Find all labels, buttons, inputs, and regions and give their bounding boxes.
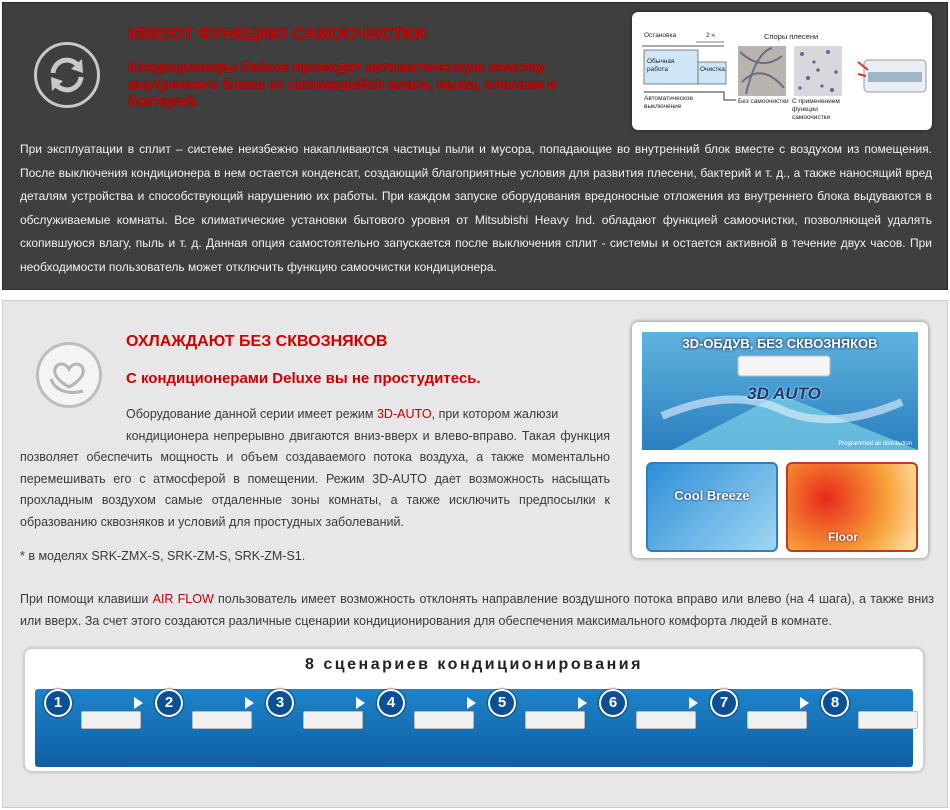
air-flow-highlight: AIR FLOW	[152, 592, 214, 606]
3d-airflow-top-image	[642, 332, 918, 450]
mode-3d-auto-highlight: 3D-AUTO	[376, 407, 432, 421]
banner-mode-label: 3D AUTO	[747, 384, 821, 403]
arrow-right-icon	[245, 697, 254, 709]
floor-tile	[786, 462, 918, 552]
scenario-number: 5	[488, 689, 516, 717]
arrow-right-icon	[800, 697, 809, 709]
arrow-right-icon	[578, 697, 587, 709]
scenario-item	[816, 689, 926, 767]
scenario-number: 4	[377, 689, 405, 717]
scenario-number: 6	[599, 689, 627, 717]
floor-label: Floor	[828, 530, 858, 544]
diagram-without-label: Без самоочистки	[738, 98, 789, 105]
ac-unit-icon	[303, 711, 363, 729]
scenarios-title: 8 сценариев кондиционирования	[305, 656, 643, 673]
diagram-duration-label: 2 ч	[706, 32, 715, 39]
diagram-auto-off-label: Автоматическое выключение	[644, 95, 694, 110]
scenario-number: 1	[44, 689, 72, 717]
air-flow-paragraph	[20, 589, 934, 632]
scenario-item	[705, 689, 815, 767]
diagram-clean-label: Очистка	[700, 66, 725, 73]
scenarios-box	[24, 648, 924, 772]
diagram-with-label: С применением функции самоочистки	[792, 98, 840, 121]
scenario-number: 2	[155, 689, 183, 717]
scenario-number: 3	[266, 689, 294, 717]
cool-breeze-label: Cool Breeze	[674, 488, 750, 503]
arrow-right-icon	[356, 697, 365, 709]
ac-unit-icon	[414, 711, 474, 729]
arrow-right-icon	[689, 697, 698, 709]
scenario-number: 7	[710, 689, 738, 717]
no-draft-body-start: Оборудование данной серии имеет режим	[126, 407, 377, 421]
no-draft-body-rest: кондиционера непрерывно двигаются вниз-вверх и влево-вправо. Такая функция позволяет обеспечить мощность и объем создаваемого потока воздуха, а также моментально перемешивать его с атмосферой в помещении. Режим 3D-AUTO дает возможность насыщать прохладным воздухом самые отдаленные зоны комнаты, а также исключить предпосылки к образованию сквозняков и условий для простудных заболеваний.	[20, 428, 610, 529]
banner-caption: Programmed air distribution	[838, 441, 912, 447]
scenario-item	[483, 689, 593, 767]
ac-unit-icon	[636, 711, 696, 729]
self-clean-title: ИМЕЮТ ФУНКЦИЮ САМООЧИСТКИ	[128, 24, 426, 43]
refresh-icon	[34, 42, 100, 108]
diagram-spores-title: Споры плесени	[764, 32, 819, 41]
banner-title: 3D-ОБДУВ, БЕЗ СКВОЗНЯКОВ	[682, 336, 878, 351]
self-clean-body: При эксплуатации в сплит – системе неизбежно накапливаются частицы пыли и мусора, попадающие во внутренний блок вместе с воздухом из помещения. После выключения кондиционера в нем остается конденсат, создающий благоприятные условия для развития плесени, бактерий и т. д., а также наносящий вред деталям устройства и способствующий нарушению их работы. При каждом запуске оборудования вредоносные отложения из внутреннего блока выдуваются в обслуживаемые комнаты. Все климатические установки бытового уровня от Mitsubishi Heavy Ind. обладают функцией самоочистки, позволяющей удалять скопившуюся влагу, пыль и т. д. Данная опция самостоятельно запускается после выключения сплит - системы и остается активной в течение двух часов. При необходимости пользователь может отключить функцию самоочистки кондиционера.	[20, 142, 932, 274]
3d-airflow-banner	[632, 322, 928, 558]
cool-breeze-tile	[646, 462, 778, 552]
ac-unit-icon	[81, 711, 141, 729]
diagram-stop-label: Остановка	[644, 32, 677, 39]
no-draft-title: ОХЛАЖДАЮТ БЕЗ СКВОЗНЯКОВ	[126, 333, 388, 350]
heart-hand-icon	[36, 342, 102, 408]
scenario-item	[150, 689, 260, 767]
air-flow-para-end: пользователь имеет возможность отклонять направление воздушного потока вправо или влево (на 4 шага), а также вниз или вверх. За счет этого создаются различные сценарии кондиционирования для обеспечения максимального комфорта людей в комнате.	[20, 592, 934, 628]
no-draft-body-line1	[20, 404, 610, 426]
no-draft-body-line1-end: , при котором жалюзи	[431, 407, 559, 421]
self-clean-diagram	[632, 12, 932, 130]
scenario-number: 8	[821, 689, 849, 717]
no-draft-body	[20, 404, 610, 533]
air-flow-para-start: При помощи клавиши	[20, 592, 153, 606]
ac-unit-icon	[525, 711, 585, 729]
ac-unit-icon	[192, 711, 252, 729]
scenario-item	[261, 689, 371, 767]
ac-unit-icon	[747, 711, 807, 729]
scenario-item	[594, 689, 704, 767]
arrow-right-icon	[467, 697, 476, 709]
diagram-normal-label: Обычная работа	[647, 58, 675, 73]
scenario-item	[39, 689, 149, 767]
models-footnote: * в моделях SRK-ZMX-S, SRK-ZM-S, SRK-ZM-S1.	[20, 549, 306, 563]
self-clean-subtitle: Кондиционеры Deluxe проводят автоматическую очистку внутреннего блока от скопившейся влаги, пыли, плесени и бактерий.	[128, 60, 557, 110]
arrow-right-icon	[134, 697, 143, 709]
no-draft-subtitle: С кондиционерами Deluxe вы не простудитесь.	[126, 370, 481, 387]
scenario-item	[372, 689, 482, 767]
ac-unit-icon	[858, 711, 918, 729]
